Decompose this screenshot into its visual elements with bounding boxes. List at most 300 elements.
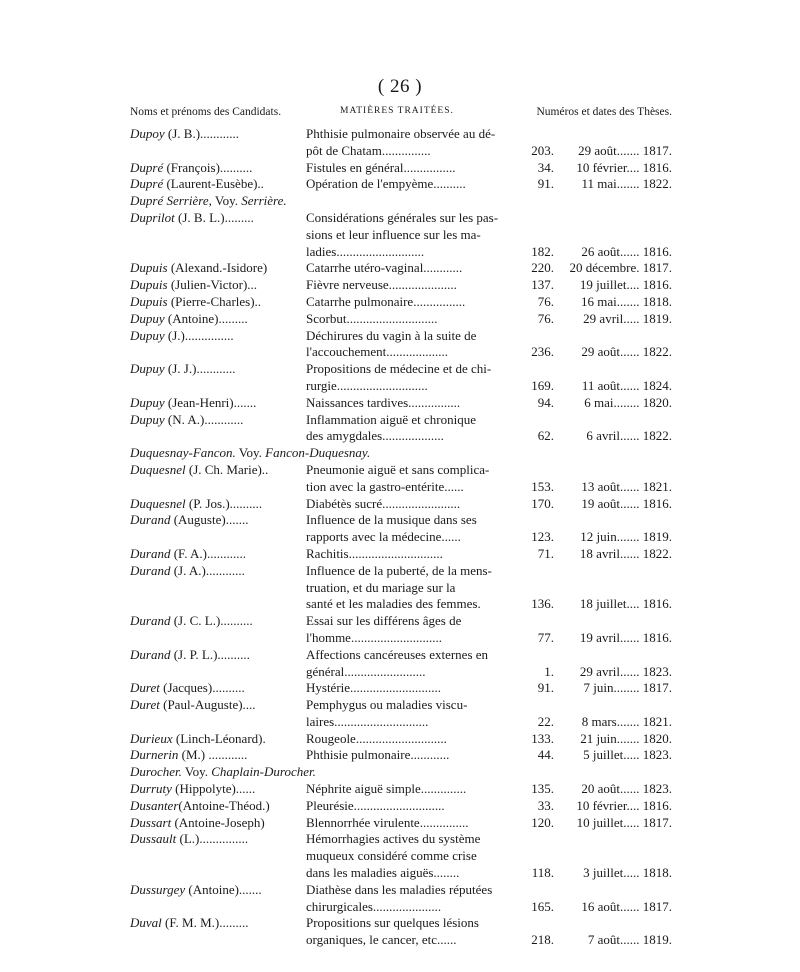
- thesis-number: 77.: [537, 629, 554, 645]
- thesis-row: [130, 294, 672, 311]
- thesis-subject: truation, et du mariage sur la: [306, 579, 456, 595]
- thesis-date: 10 février.... 1816.: [576, 797, 672, 813]
- candidate-name: [130, 680, 304, 697]
- thesis-row: [130, 613, 672, 647]
- thesis-number: 91.: [537, 680, 554, 696]
- thesis-date: 18 avril...... 1822.: [579, 545, 672, 561]
- thesis-row: [130, 496, 672, 513]
- row-line: [130, 496, 672, 513]
- thesis-number: [516, 647, 558, 664]
- thesis-date: [558, 563, 672, 580]
- thesis-list: [130, 126, 672, 949]
- row-line: [130, 328, 672, 345]
- thesis-number: 1.: [544, 663, 554, 679]
- candidate-surname: Dussault: [130, 831, 177, 847]
- candidate-surname: Dupuis: [130, 293, 168, 309]
- candidate-name: [130, 462, 304, 479]
- thesis-date: 26 août...... 1816.: [581, 243, 672, 259]
- thesis-subject: Rachitis.............................: [306, 545, 443, 561]
- cross-reference-row: [130, 193, 672, 210]
- thesis-subject: Propositions sur quelques lésions: [306, 915, 479, 931]
- thesis-date: [558, 647, 672, 664]
- candidate-surname: Durand: [130, 545, 171, 561]
- candidate-surname: Duprilot: [130, 209, 175, 225]
- candidate-surname: Duquesnel: [130, 495, 186, 511]
- candidate-surname: Durand: [130, 512, 171, 528]
- candidate-firstname: (P. Jos.)..........: [185, 495, 263, 511]
- thesis-number: [516, 462, 558, 479]
- cross-reference-row: [130, 764, 672, 781]
- candidate-surname: Duval: [130, 915, 162, 931]
- candidate-surname: Durieux: [130, 730, 173, 746]
- candidate-name: [130, 227, 304, 244]
- candidate-surname: Dupuy: [130, 361, 165, 377]
- candidate-surname: Dupré: [130, 159, 164, 175]
- candidate-name: [130, 915, 304, 932]
- candidate-surname: Dupuis: [130, 277, 168, 293]
- thesis-number: 33.: [537, 797, 554, 813]
- candidate-firstname: (François)..........: [163, 159, 253, 175]
- candidate-name: [130, 395, 304, 412]
- candidate-name: [130, 126, 304, 143]
- thesis-date: 10 février.... 1816.: [576, 159, 672, 175]
- row-line: [130, 428, 672, 445]
- row-line: [130, 294, 672, 311]
- thesis-date: 29 avril...... 1823.: [579, 663, 672, 679]
- candidate-firstname: (J. B. L.).........: [174, 209, 254, 225]
- candidate-surname: Durand: [130, 562, 171, 578]
- thesis-subject: général.........................: [306, 663, 426, 679]
- candidate-firstname: (Antoine-Joseph): [171, 814, 265, 830]
- candidate-firstname: (Julien-Victor)...: [167, 277, 258, 293]
- thesis-number: [516, 512, 558, 529]
- candidate-firstname: (J. J.)............: [164, 361, 236, 377]
- thesis-row: [130, 160, 672, 177]
- candidate-name: [130, 563, 304, 580]
- row-line: [130, 160, 672, 177]
- thesis-date: 21 juin....... 1820.: [580, 730, 672, 746]
- row-line: [130, 361, 672, 378]
- thesis-date: 6 mai........ 1820.: [584, 394, 672, 410]
- thesis-subject: Scorbut............................: [306, 310, 438, 326]
- thesis-subject: Opération de l'empyème..........: [306, 176, 466, 192]
- thesis-number: 169.: [531, 377, 554, 393]
- thesis-number: 120.: [531, 814, 554, 830]
- thesis-subject: Pneumonie aiguë et sans complica-: [306, 461, 490, 477]
- thesis-date: 20 août...... 1823.: [581, 781, 672, 797]
- thesis-date: [558, 227, 672, 244]
- candidate-surname: Durnerin: [130, 747, 179, 763]
- thesis-subject: pôt de Chatam...............: [306, 142, 431, 158]
- candidate-name: [130, 244, 304, 261]
- thesis-row: [130, 647, 672, 681]
- thesis-number: 220.: [531, 260, 554, 276]
- thesis-date: 11 août...... 1824.: [581, 377, 672, 393]
- candidate-firstname: (F. A.)............: [170, 545, 246, 561]
- row-line: [130, 848, 672, 865]
- thesis-subject: Hystérie............................: [306, 680, 442, 696]
- thesis-row: [130, 176, 672, 193]
- cross-reference-text: Dupré Serrière, Voy. Serrière.: [130, 193, 287, 209]
- candidate-firstname: (Linch-Léonard).: [172, 730, 266, 746]
- thesis-row: [130, 210, 672, 260]
- candidate-surname: Duret: [130, 697, 160, 713]
- thesis-row: [130, 361, 672, 395]
- thesis-number: 76.: [537, 310, 554, 326]
- thesis-number: 118.: [531, 865, 554, 881]
- row-line: [130, 445, 672, 462]
- thesis-number: 94.: [537, 394, 554, 410]
- thesis-subject: Phthisie pulmonaire............: [306, 747, 450, 763]
- candidate-surname: Dupoy: [130, 126, 165, 141]
- thesis-number: [516, 882, 558, 899]
- candidate-name: [130, 344, 304, 361]
- candidate-surname: Dupuy: [130, 327, 165, 343]
- candidate-firstname: (Pierre-Charles)..: [167, 293, 262, 309]
- candidate-firstname: (Antoine-Théod.): [178, 797, 270, 813]
- thesis-row: [130, 831, 672, 881]
- thesis-number: 133.: [531, 730, 554, 746]
- candidate-name: [130, 647, 304, 664]
- cross-reference-text: Durocher. Voy. Chaplain-Durocher.: [130, 764, 316, 780]
- thesis-number: [516, 831, 558, 848]
- thesis-row: [130, 412, 672, 446]
- candidate-name: [130, 664, 304, 681]
- candidate-name: [130, 899, 304, 916]
- row-line: [130, 714, 672, 731]
- thesis-subject: l'homme............................: [306, 629, 442, 645]
- thesis-row: [130, 915, 672, 949]
- row-line: [130, 865, 672, 882]
- row-line: [130, 378, 672, 395]
- row-line: [130, 412, 672, 429]
- thesis-number: [516, 412, 558, 429]
- row-line: [130, 647, 672, 664]
- candidate-firstname: (Antoine).......: [185, 881, 262, 897]
- candidate-name: [130, 328, 304, 345]
- candidate-name: [130, 932, 304, 949]
- candidate-name: [130, 798, 304, 815]
- thesis-subject: Rougeole............................: [306, 730, 447, 746]
- row-line: [130, 563, 672, 580]
- candidate-name: [130, 580, 304, 597]
- candidate-name: [130, 747, 304, 764]
- thesis-subject: organiques, le cancer, etc......: [306, 932, 457, 948]
- thesis-subject: Influence de la puberté, de la mens-: [306, 562, 492, 578]
- candidate-surname: Dupuy: [130, 394, 165, 410]
- thesis-number: 137.: [531, 277, 554, 293]
- header-numbers: Numéros et dates des Thèses.: [536, 106, 672, 118]
- candidate-surname: Dupuy: [130, 310, 165, 326]
- thesis-date: [558, 831, 672, 848]
- candidate-surname: Durand: [130, 646, 171, 662]
- thesis-date: [558, 915, 672, 932]
- candidate-name: [130, 412, 304, 429]
- candidate-surname: Dupré: [130, 176, 164, 192]
- thesis-date: 20 décembre. 1817.: [569, 260, 672, 276]
- thesis-date: [558, 882, 672, 899]
- thesis-row: [130, 260, 672, 277]
- thesis-row: [130, 328, 672, 362]
- row-line: [130, 613, 672, 630]
- thesis-number: 91.: [537, 176, 554, 192]
- thesis-row: [130, 747, 672, 764]
- thesis-subject: tion avec la gastro-entérite......: [306, 478, 464, 494]
- candidate-name: [130, 630, 304, 647]
- candidate-firstname: (J. A.)............: [170, 562, 245, 578]
- row-line: [130, 260, 672, 277]
- column-headers: [130, 106, 672, 124]
- thesis-subject: l'accouchement...................: [306, 344, 449, 360]
- thesis-subject: Phthisie pulmonaire observée au dé-: [306, 126, 496, 141]
- thesis-row: [130, 462, 672, 496]
- row-line: [130, 580, 672, 597]
- thesis-date: [558, 412, 672, 429]
- candidate-surname: Dussurgey: [130, 881, 186, 897]
- row-line: [130, 882, 672, 899]
- thesis-number: 203.: [531, 142, 554, 158]
- thesis-subject: Catarrhe pulmonaire................: [306, 293, 466, 309]
- candidate-name: [130, 865, 304, 882]
- thesis-number: 44.: [537, 747, 554, 763]
- thesis-number: 182.: [531, 243, 554, 259]
- row-line: [130, 815, 672, 832]
- thesis-number: 62.: [537, 428, 554, 444]
- thesis-subject: Déchirures du vagin à la suite de: [306, 327, 477, 343]
- thesis-subject: Affections cancéreuses externes en: [306, 646, 489, 662]
- thesis-date: 7 août...... 1819.: [587, 932, 672, 948]
- thesis-number: [516, 563, 558, 580]
- candidate-firstname: (Paul-Auguste)....: [159, 697, 256, 713]
- candidate-name: [130, 311, 304, 328]
- candidate-name: [130, 848, 304, 865]
- thesis-subject: Pleurésie............................: [306, 797, 445, 813]
- thesis-date: [558, 361, 672, 378]
- cross-reference-text: Duquesnay-Fancon. Voy. Fancon-Duquesnay.: [130, 445, 371, 461]
- thesis-date: 16 mai....... 1818.: [581, 293, 672, 309]
- row-line: [130, 781, 672, 798]
- row-line: [130, 630, 672, 647]
- thesis-date: [558, 512, 672, 529]
- thesis-subject: des amygdales...................: [306, 428, 444, 444]
- thesis-date: 7 juin........ 1817.: [583, 680, 672, 696]
- thesis-row: [130, 882, 672, 916]
- thesis-number: [516, 580, 558, 597]
- thesis-subject: rapports avec la médecine......: [306, 529, 461, 545]
- thesis-number: 123.: [531, 529, 554, 545]
- row-line: [130, 143, 672, 160]
- candidate-firstname: (J.)...............: [164, 327, 234, 343]
- row-line: [130, 831, 672, 848]
- candidate-firstname: (Jacques)..........: [159, 680, 245, 696]
- candidate-name: [130, 731, 304, 748]
- candidate-firstname: (F. M. M.).........: [161, 915, 249, 931]
- candidate-firstname: (Jean-Henri).......: [164, 394, 257, 410]
- thesis-number: 165.: [531, 898, 554, 914]
- thesis-date: 19 avril...... 1816.: [579, 629, 672, 645]
- candidate-surname: Dupuis: [130, 260, 168, 276]
- candidate-name: [130, 512, 304, 529]
- candidate-name: [130, 294, 304, 311]
- candidate-firstname: (Antoine).........: [164, 310, 248, 326]
- thesis-number: 236.: [531, 344, 554, 360]
- candidate-name: [130, 697, 304, 714]
- row-line: [130, 596, 672, 613]
- thesis-row: [130, 395, 672, 412]
- thesis-row: [130, 680, 672, 697]
- header-names: Noms et prénoms des Candidats.: [130, 106, 282, 118]
- row-line: [130, 277, 672, 294]
- thesis-number: 218.: [531, 932, 554, 948]
- row-line: [130, 462, 672, 479]
- thesis-row: [130, 563, 672, 613]
- row-line: [130, 798, 672, 815]
- thesis-row: [130, 126, 672, 160]
- thesis-subject: Diabétès sucré........................: [306, 495, 461, 511]
- candidate-name: [130, 143, 304, 160]
- candidate-surname: Dupuy: [130, 411, 165, 427]
- thesis-subject: muqueux considéré comme crise: [306, 848, 477, 864]
- row-line: [130, 764, 672, 781]
- row-line: [130, 227, 672, 244]
- thesis-date: 10 juillet..... 1817.: [576, 814, 672, 830]
- thesis-row: [130, 546, 672, 563]
- row-line: [130, 747, 672, 764]
- thesis-date: 12 juin....... 1819.: [580, 529, 672, 545]
- thesis-subject: Fistules en général................: [306, 159, 456, 175]
- candidate-name: [130, 781, 304, 798]
- thesis-subject: Catarrhe utéro-vaginal............: [306, 260, 463, 276]
- candidate-surname: Durruty: [130, 781, 172, 797]
- thesis-date: 19 juillet.... 1816.: [579, 277, 672, 293]
- candidate-surname: Dussart: [130, 814, 172, 830]
- thesis-subject: chirurgicales.....................: [306, 898, 442, 914]
- thesis-subject: Naissances tardives................: [306, 394, 461, 410]
- candidate-name: [130, 479, 304, 496]
- thesis-subject: Fièvre nerveuse.....................: [306, 277, 457, 293]
- thesis-row: [130, 512, 672, 546]
- thesis-number: 22.: [537, 713, 554, 729]
- thesis-date: [558, 126, 672, 143]
- thesis-date: 6 avril...... 1822.: [586, 428, 672, 444]
- thesis-date: 13 août...... 1821.: [581, 478, 672, 494]
- thesis-date: 29 août...... 1822.: [581, 344, 672, 360]
- thesis-number: [516, 613, 558, 630]
- thesis-date: 11 mai....... 1822.: [581, 176, 672, 192]
- candidate-name: [130, 378, 304, 395]
- thesis-date: 19 août...... 1816.: [581, 495, 672, 511]
- row-line: [130, 932, 672, 949]
- thesis-date: [558, 210, 672, 227]
- row-line: [130, 176, 672, 193]
- candidate-name: [130, 613, 304, 630]
- thesis-date: [558, 613, 672, 630]
- candidate-firstname: (L.)...............: [176, 831, 249, 847]
- row-line: [130, 731, 672, 748]
- thesis-subject: laires.............................: [306, 713, 429, 729]
- row-line: [130, 899, 672, 916]
- candidate-name: [130, 176, 304, 193]
- thesis-number: [516, 210, 558, 227]
- thesis-date: 29 août....... 1817.: [578, 142, 672, 158]
- row-line: [130, 697, 672, 714]
- candidate-firstname: (M.) ............: [178, 747, 248, 763]
- candidate-name: [130, 714, 304, 731]
- candidate-name: [130, 882, 304, 899]
- thesis-subject: Blennorrhée virulente...............: [306, 814, 469, 830]
- row-line: [130, 664, 672, 681]
- thesis-subject: ladies...........................: [306, 243, 425, 259]
- thesis-row: [130, 815, 672, 832]
- candidate-name: [130, 160, 304, 177]
- row-line: [130, 479, 672, 496]
- candidate-name: [130, 260, 304, 277]
- thesis-date: 5 juillet..... 1823.: [583, 747, 672, 763]
- row-line: [130, 311, 672, 328]
- thesis-number: 153.: [531, 478, 554, 494]
- thesis-number: [516, 227, 558, 244]
- thesis-number: 34.: [537, 159, 554, 175]
- row-line: [130, 529, 672, 546]
- candidate-name: [130, 361, 304, 378]
- candidate-name: [130, 831, 304, 848]
- thesis-subject: rurgie............................: [306, 377, 428, 393]
- thesis-number: [516, 915, 558, 932]
- thesis-subject: Inflammation aiguë et chronique: [306, 411, 477, 427]
- thesis-subject: Pemphygus ou maladies viscu-: [306, 697, 468, 713]
- thesis-number: 76.: [537, 293, 554, 309]
- row-line: [130, 244, 672, 261]
- thesis-date: 3 juillet..... 1818.: [583, 865, 672, 881]
- candidate-firstname: (J. B.)............: [164, 126, 240, 141]
- thesis-date: 8 mars....... 1821.: [581, 713, 672, 729]
- thesis-subject: dans les maladies aiguës........: [306, 865, 460, 881]
- candidate-name: [130, 210, 304, 227]
- candidate-firstname: (J. C. L.)..........: [170, 613, 253, 629]
- thesis-date: [558, 848, 672, 865]
- thesis-subject: santé et les maladies des femmes.: [306, 596, 481, 612]
- row-line: [130, 512, 672, 529]
- row-line: [130, 546, 672, 563]
- row-line: [130, 193, 672, 210]
- thesis-subject: Propositions de médecine et de chi-: [306, 361, 492, 377]
- candidate-firstname: (Alexand.-Isidore): [167, 260, 268, 276]
- thesis-subject: Néphrite aiguë simple..............: [306, 781, 467, 797]
- candidate-name: [130, 277, 304, 294]
- candidate-name: [130, 529, 304, 546]
- candidate-firstname: (J. Ch. Marie)..: [185, 461, 269, 477]
- candidate-name: [130, 815, 304, 832]
- thesis-number: 170.: [531, 495, 554, 511]
- thesis-row: [130, 798, 672, 815]
- candidate-name: [130, 428, 304, 445]
- header-matters: MATIÈRES TRAITÉES.: [340, 106, 454, 116]
- candidate-surname: Dusanter: [130, 797, 179, 813]
- candidate-firstname: (N. A.)............: [164, 411, 244, 427]
- candidate-name: [130, 496, 304, 513]
- candidate-firstname: (Laurent-Eusèbe)..: [163, 176, 264, 192]
- thesis-number: [516, 361, 558, 378]
- thesis-date: [558, 697, 672, 714]
- thesis-number: [516, 328, 558, 345]
- row-line: [130, 915, 672, 932]
- row-line: [130, 210, 672, 227]
- page-number: ( 26 ): [377, 76, 423, 97]
- thesis-date: 18 juillet.... 1816.: [579, 596, 672, 612]
- thesis-subject: Essai sur les différens âges de: [306, 613, 462, 629]
- candidate-firstname: (Auguste).......: [170, 512, 249, 528]
- thesis-subject: Hémorrhagies actives du système: [306, 831, 481, 847]
